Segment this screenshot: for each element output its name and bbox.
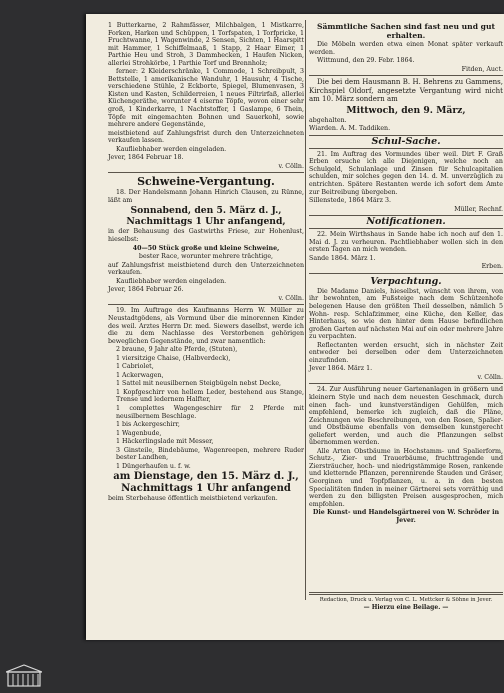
column-divider xyxy=(305,20,306,600)
date-line: Jever, 1864 Februar 18. xyxy=(108,154,184,162)
signature: Die Kunst- und Handelsgärtnerei von W. Schröder in Jever. xyxy=(312,509,500,524)
divider xyxy=(309,383,503,384)
section-title: Schweine-Vergantung. xyxy=(137,175,275,189)
auction-date-heading: Mittwoch, den 9. März, xyxy=(346,104,466,116)
notice-paragraph: 22. Mein Wirthshaus in Sande habe ich noch auf den 1. Mai d. J. zu verheuren. Pachtliebhaber wollen sich in den ersten Tagen an mich wenden. xyxy=(309,231,503,254)
divider xyxy=(309,75,503,76)
sale-paragraph: auf Zahlungsfrist meistbietend durch den Unterzeichneten verkaufen. xyxy=(108,261,304,277)
list-item: 1 Häckerlingslade mit Messer, xyxy=(116,438,214,446)
list-item: 1 bis Ackergeschirr, xyxy=(116,421,180,429)
divider xyxy=(309,273,503,274)
notice-paragraph: Die Madame Daniels, hieselbst, wünscht von ihrem, von ihr bewohnten, am Fußsteige nach dem Schützenhofe belegenen Hause den größten Theil desselben, nämlich 5 Wohn- resp. Schlafzimmer, eine Küche, den Keller, das Hinterhaus, so wie den hinter dem Hause befindlichen großen Garten auf nächsten Mai auf ein oder mehrere Jahre zu verpachten. xyxy=(309,287,503,341)
notice-paragraph: Alle Arten Obstbäume in Hochstamm- und Spalierform, Schutz-, Zier- und Trauerbäume, fruchttragende und Ziersträucher, hoch- und niedrigstämmige Rosen, rankende und kletternde Pflanzen, perennirende Stauden und Gräser, Georginen und Topfpflanzen, u. a. in den besten Specialitäten finden in meiner Gärtnerei sets vorräthig und werden zu den billigsten Preisen ausgesprochen, mich empfohlen. xyxy=(309,447,503,508)
notice-paragraph: 24. Zur Ausführung neuer Gartenanlagen in größern und kleinern Style und nach dem neuesten Geschmack, durch einen fach- und kunstverständigen Gehülfen, mich empfehlend, bemerke ich zugleich, daß die Pläne, Zeichnungen wie Beschreibungen, von den Rosen, Spalier- und Obstbäume ebenfalls von demselben kunstgerecht geliefert werden, und auch die Pflanzungen selbst übernommen werden. xyxy=(309,386,503,447)
list-item: 1 Cabriolet, xyxy=(116,363,154,371)
signature: v. Cölln. xyxy=(278,162,304,170)
goods-list-paragraph: 1 Butterkarne, 2 Rahmfässer, Milchbalgen, 1 Mistkarre, Forken, Harken und Schüppen, 1 Torfspaten, 1 Torfpricke, 1 Fruchtwanne, 1 Wagenwinde, 2 Sensen, Sichten, 1 Haarspitt mit Hammer, 1 Schiffelmaaß, 1 Stapp, 2 Haar Eimer, 1 Parthie Heu und Stroh, 3 Dammhecken, 1 Haufen Nicken, allerlei Strohkörbe, 1 Parthie Torf und Brennholz; xyxy=(108,22,304,67)
right-column xyxy=(309,22,503,525)
date-line: Sillenstede, 1864 März 3. xyxy=(309,197,391,205)
library-building-icon xyxy=(6,664,42,688)
date-line: Jever 1864. März 1. xyxy=(309,365,373,373)
sale-paragraph: beim Sterbehause öffentlich meistbietend verkaufen. xyxy=(108,495,278,503)
buyers-invited: Kaufliebhaber werden eingeladen. xyxy=(116,277,227,285)
list-item: 1 Düngerhaufen u. f. w. xyxy=(116,462,191,470)
footer-rule xyxy=(309,592,503,595)
notice-paragraph: abgehalten. xyxy=(309,116,347,124)
notice-paragraph: Die bei dem Hausmann B. H. Behrens zu Gammens, Kirchspiel Oldorf, angesetzte Vergantung wird nicht am 10. März sondern am xyxy=(309,78,503,104)
notice-paragraph: 18. Der Handelsmann Johann Hinrich Clausen, zu Rünne, läßt am xyxy=(108,189,304,204)
date-line: Wittmund, den 29. Febr. 1864. xyxy=(317,57,415,65)
auction-date-heading: am Dienstage, den 15. März d. J., Nachmittags 1 Uhr anfangend xyxy=(113,471,299,494)
list-item: 1 complettes Wagengeschirr für 2 Pferde mit neusilbernem Beschlage. xyxy=(116,404,304,420)
buyers-invited: Kaufliebhaber werden eingeladen. xyxy=(116,145,227,153)
furniture-paragraph: ferner: 2 Kleiderschränke, 1 Commode, 1 Schreibpult, 3 Bettstelle, 1 amerikanische Wanduhr, 1 Hausuhr, 4 Tische, verschiedene Stühle, 2 Eckborte, Spiegel, Blumenvasen, 3 Kisten und Kasten, Schilderreien, 1 neues Filtrirfaß, allerlei Küchengeräthe, worunter 4 eiserne Töpfe, wovon einer sehr groß, 1 Kinderkarre, 1 Nachtstoffer, 1 Gaslampe, 6 Thein, Töpfe mit eingemachten Bohnen und Sauerkohl, sowie mehrere andere Gegenstände, xyxy=(108,68,304,129)
divider xyxy=(108,304,304,305)
estate-items-list xyxy=(108,346,304,470)
race-line: bester Race, worunter mehrere trächtige, xyxy=(138,253,274,261)
notice-paragraph: Die Möbeln werden etwa einen Monat später verkauft werden. xyxy=(309,41,503,56)
imprint-line: Redaction, Druck u. Verlag von C. L. Mettcker & Söhne in Jever. xyxy=(319,597,493,603)
notice-paragraph: 21. Im Auftrag des Vormundes über weil. Dirt F. Graß Erben ersuche ich alle Diejenigen, welche noch an Schulgeld, Schulanlage und Zinsen für Schulcapitalien schulden, mir solches gegen den 14. d. M. unverzüglich zu entrichten. Spätere Restanten werde ich sofort dem Amte zur Beitreibung übergeben. xyxy=(309,150,503,196)
list-item: 1 Sattel mit neusilbernen Steigbügeln nebst Decke, xyxy=(116,380,282,388)
list-item: 1 Kopfgeschirr von hellem Leder, bestehend aus Stange, Trense und ledernem Halfter, xyxy=(116,388,304,404)
list-item: 2 braune, 9 Jahr alte Pferde, (Stuten), xyxy=(116,346,238,354)
sale-notice-paragraph: meistbietend auf Zahlungsfrist durch den Unterzeichneten verkaufen lassen. xyxy=(108,129,304,145)
left-column xyxy=(108,22,304,504)
pigs-line: 40—50 Stück große und kleine Schweine, xyxy=(132,244,280,252)
date-line: Jever, 1864 Februar 26. xyxy=(108,286,184,294)
signature: Müller, Rechnf. xyxy=(454,205,503,213)
list-item: 3 Ginsteile, Bindebäume, Wagenreepen, mehrere Ruder bester Landhen, xyxy=(116,446,304,462)
notice-heading: Sämmtliche Sachen sind fast neu und gut erhalten. xyxy=(316,22,495,40)
auction-date-heading: Sonnabend, den 5. März d. J., Nachmittags 1 Uhr anfangend, xyxy=(126,205,286,228)
signature: v. Cölln. xyxy=(477,373,503,381)
estate-notice-paragraph: 19. Im Auftrage des Kaufmanns Herrn W. Müller zu Neustadtgödens, als Vormund über die minorennen Kinder des weil. Arztes Herrn Dr. med. Siewers daselbst, werde ich die zu dem Nachlasse des Verstorbenen gehörigen beweglichen Gegenstände, und zwar namentlich: xyxy=(108,307,304,345)
venue-paragraph: in der Behausung des Gastwirths Friese, zur Hohenlust, hieselbst: xyxy=(108,228,304,244)
signature: Erben. xyxy=(481,263,503,271)
list-item: 1 Wagenbude, xyxy=(116,429,162,437)
notice-paragraph: Reflectanten werden ersucht, sich in nächster Zeit entweder bei derselben oder dem Unterzeichneten einzufinden. xyxy=(309,341,503,364)
signature: Fitden, Auct. xyxy=(461,65,503,73)
section-heading: Notificationen. xyxy=(309,215,503,229)
section-heading: Verpachtung. xyxy=(370,275,442,287)
date-line: Sande 1864. März 1. xyxy=(309,254,376,262)
page-footer xyxy=(309,590,503,611)
list-item: 1 viersitzige Chaise, (Halbverdeck), xyxy=(116,354,231,362)
section-heading: Schul-Sache. xyxy=(309,135,503,149)
list-item: 1 Ackerwagen, xyxy=(116,371,164,379)
divider xyxy=(108,172,304,173)
signature: v. Cölln. xyxy=(278,294,304,302)
signature: Wiarden. A. M. Taddiken. xyxy=(309,125,391,133)
supplement-line: — Hierzu eine Beilage. — xyxy=(363,604,449,611)
